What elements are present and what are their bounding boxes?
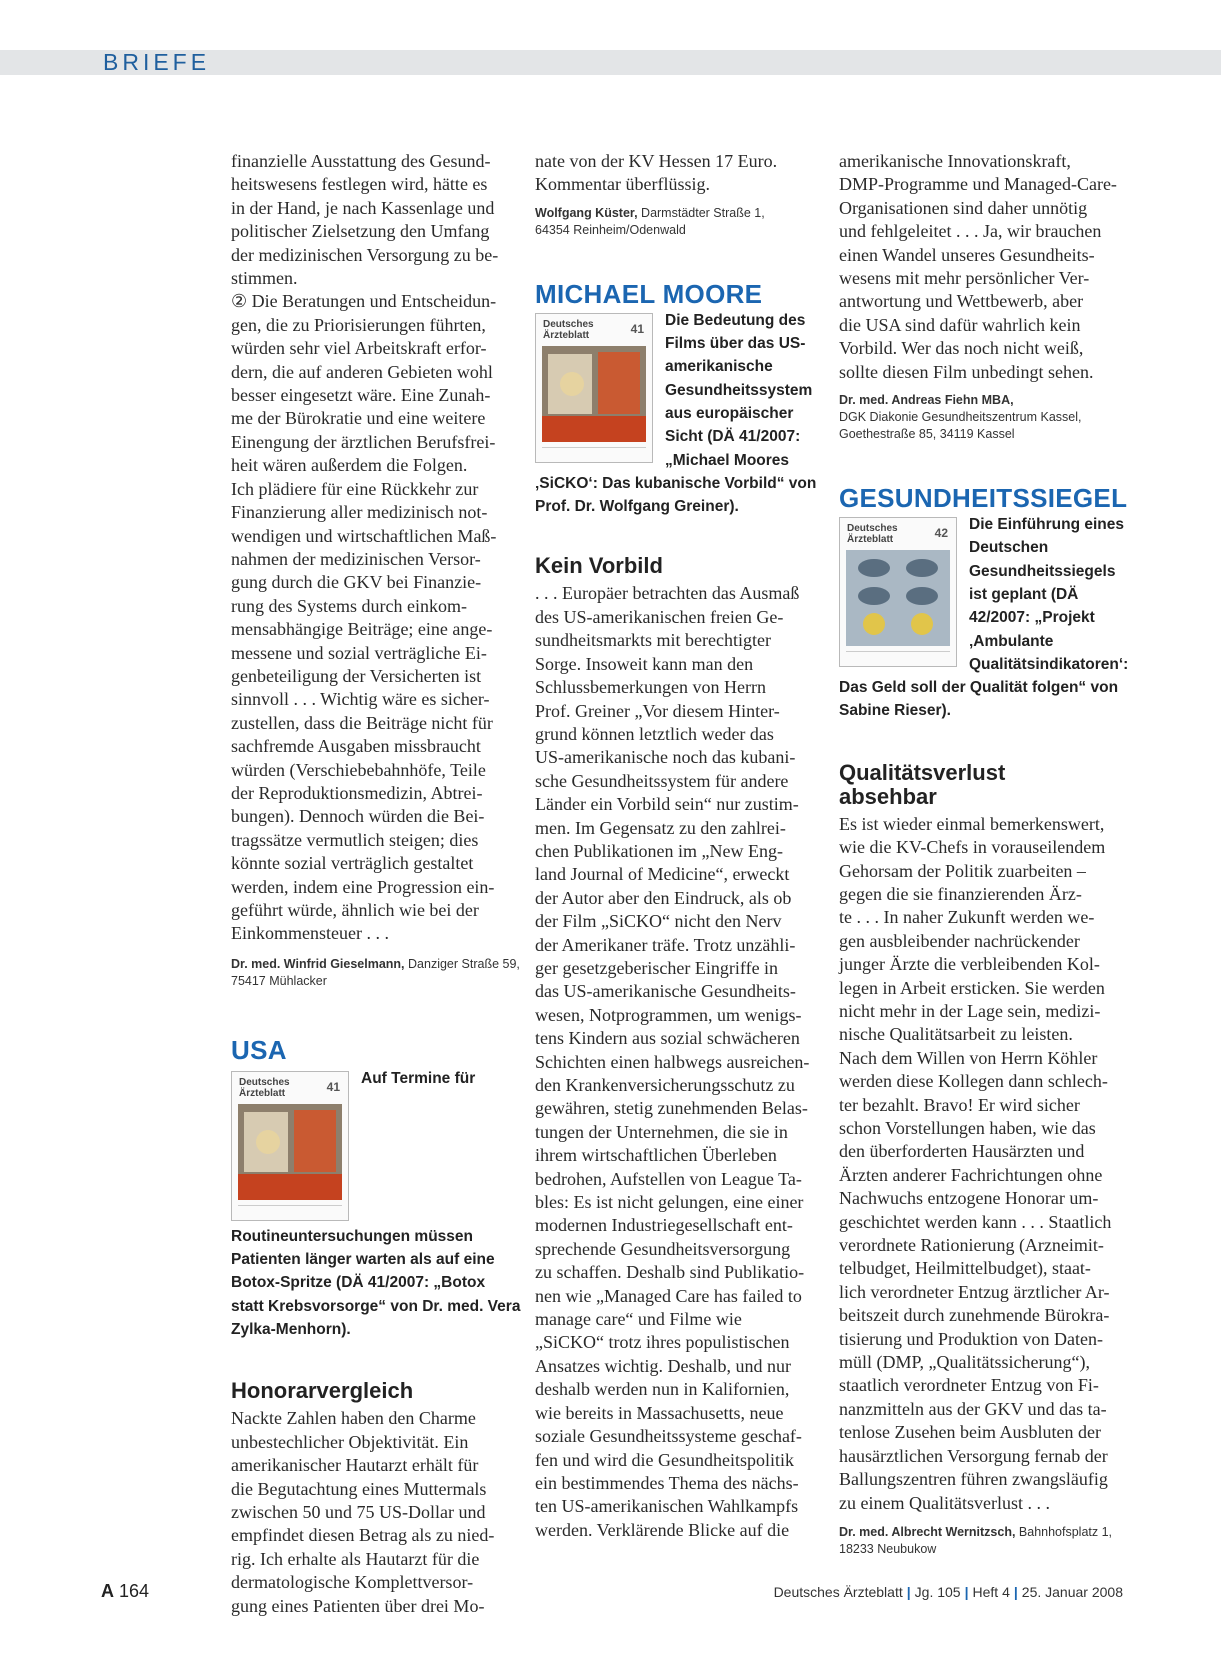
author-address: Danziger Straße 59, 75417 Mühlacker [231, 956, 520, 988]
cover-logo: Deutsches Ärzteblatt [239, 1076, 290, 1099]
teaser-text: Die Bedeutung des Films über das US-amerikanische Gesundheitssystem aus europäischer Sicht (DÄ 41/2007: „Michael Moores ‚SiCKO‘: Das kubanische Vorbild“ von Prof. Dr. Wolfgang Greiner). [535, 311, 817, 516]
rubric-heading: USA [231, 1034, 287, 1065]
cover-illustration [846, 550, 950, 646]
author-address: DGK Diakonie Gesundheitszentrum Kassel, Goethestraße 85, 34119 Kassel [839, 410, 1082, 442]
letter-text: amerikanische Innovationskraft, DMP-Programme und Managed-Care- Organisationen sind daher unnötig und fehlgeleitet . . . Ja, wir brauchen einen Wandel unseres Gesundheits- wesens mit mehr persönlicher Ver- antwortung und Wettbewerb, aber die USA sind dafür wahrlich kein Vorbild. Wer das noch nicht weiß, sollte diesen Film unbedingt sehen. [839, 151, 1117, 382]
column-3 [839, 150, 1129, 1558]
letter-signature [231, 956, 521, 990]
author-address: Bahnhofsplatz 1, 18233 Neubukow [839, 1524, 1113, 1556]
cover-footer [542, 447, 646, 456]
author-name: Dr. med. Andreas Fiehn MBA, [839, 393, 1014, 408]
letter-text: nate von der KV Hessen 17 Euro. Kommentar überflüssig. [535, 151, 778, 195]
cover-illustration [542, 346, 646, 442]
teaser-text: Die Einführung eines Deutschen Gesundheitssiegels ist geplant (DÄ 42/2007: „Projekt ‚Ambulante Qualitätsindikatoren‘: Das Geld soll der Qualität folgen“ von Sabine Rieser). [839, 516, 1129, 720]
letter-text: finanzielle Ausstattung des Gesund- heitswesens festlegen wird, hätte es in der Hand, je nach Kassenlage und politischer Zielsetzung den Umfang der medizinischen Versorgung zu be- stimmen. ② Die Beratungen und Entscheidun- gen, die zu Priorisierungen führten, würden sehr viel Arbeitskraft erfor- dern, die auf anderen Gebieten wohl besser eingesetzt wäre. Eine Zunah- me der Bürokratie und eine weitere Einengung der ärztlichen Berufsfrei- heit wären außerdem die Folgen. Ich plädiere für eine Rückkehr zur Finanzierung aller medizinisch not- wendigen und wirtschaftlichen Maß- nahmen der medizinischen Versor- gung durch die GKV bei Finanzie- rung des Systems durch einkom- mensabhängige Beiträge; eine ange- messene und sozial verträgliche Ei- genbeteiligung der Versicherten ist sinnvoll . . . Wichtig wäre es sicher- zustellen, dass die Beiträge nicht für sachfremde Ausgaben missbraucht würden (Verschiebebahnhöfe, Teile der Reproduktionsmedizin, Abtrei- bungen). Dennoch würden die Bei- tragssätze vermutlich steigen; dies könnte sozial verträglich gestaltet werden, indem eine Progression ein- geführt würde, ähnlich wie bei der Einkommensteuer . . . [231, 151, 499, 944]
separator: | [1013, 1584, 1018, 1600]
magazine-cover-thumbnail [839, 517, 957, 667]
teaser-block [839, 513, 1129, 723]
cover-issue-number: 41 [326, 1079, 340, 1094]
letter-headline: Qualitätsverlust absehbar [839, 759, 1006, 809]
letter-signature [839, 1524, 1129, 1558]
column-2 [535, 150, 825, 1542]
teaser-block [535, 309, 825, 519]
volume: Jg. 105 [914, 1584, 961, 1600]
author-name: Wolfgang Küster, [535, 205, 638, 220]
cover-issue-number: 41 [630, 321, 644, 336]
magazine-cover-thumbnail [231, 1071, 349, 1221]
author-name: Dr. med. Winfrid Gieselmann, [231, 956, 405, 971]
cover-logo: Deutsches Ärzteblatt [847, 523, 898, 546]
letter-signature [839, 392, 1129, 443]
page-prefix: A [101, 1581, 114, 1601]
teaser-text: Auf Termine für Routineuntersuchungen müssen Patienten länger warten als auf eine Botox-Spritze (DÄ 41/2007: „Botox statt Krebsvorsorge“ von Dr. med. Vera Zylka-Menhorn). [231, 1069, 521, 1338]
cover-footer [846, 651, 950, 660]
letter-text: Es ist wieder einmal bemerkenswert, wie die KV-Chefs in vorauseilendem Gehorsam der Politik zuarbeiten – gegen die sie finanzierenden Ärz- te . . . In naher Zukunft werden we- gen ausbleibender nachrückender junger Ärzte die verbleibenden Kol- legen in Arbeit ersticken. Sie werden nicht mehr in der Lage sein, medizi- nische Qualitätsarbeit zu leisten. Nach dem Willen von Herrn Köhler werden diese Kollegen dann schlech- ter bezahlt. Bravo! Er wird sicher schon Vorstellungen haben, wie das den überforderten Hausärzten und Ärzten anderer Fachrichtungen ohne Nachwuchs entzogene Honorar um- geschichtet werden kann . . . Staatlich verordnete Rationierung (Arzneimit- telbudget, Heilmittelbudget), staat- lich verordneter Entzug ärztlicher Ar- beitszeit durch zunehmende Bürokra- tisierung und Produktion von Daten- müll (DMP, „Qualitätssicherung“), staatlich verordneter Entzug von Fi- nanzmitteln aus der GKV und das ta- tenlose Zusehen beim Ausbluten der hausärztlichen Versorgung fernab der Ballungszentren führen zwangsläufig zu einem Qualitätsverlust . . . [839, 813, 1112, 1513]
author-name: Dr. med. Albrecht Wernitzsch, [839, 1524, 1016, 1539]
cover-footer [238, 1205, 342, 1214]
issue: Heft 4 [972, 1584, 1010, 1600]
cover-issue-number: 42 [934, 526, 948, 541]
separator: | [964, 1584, 969, 1600]
magazine-cover-thumbnail [535, 313, 653, 463]
letter-headline: Kein Vorbild [535, 553, 663, 579]
cover-illustration [238, 1104, 342, 1200]
column-1 [231, 150, 521, 1618]
separator: | [906, 1584, 911, 1600]
author-address: Darmstädter Straße 1, 64354 Reinheim/Odenwald [535, 205, 765, 237]
letter-signature [535, 205, 825, 239]
issue-date: 25. Januar 2008 [1021, 1584, 1123, 1600]
rubric-heading: MICHAEL MOORE [535, 278, 763, 309]
journal-footer [774, 1584, 1123, 1600]
page-num: 164 [119, 1581, 150, 1601]
journal-name: Deutsches Ärzteblatt [773, 1584, 903, 1600]
section-title: BRIEFE [103, 49, 211, 75]
letter-text: . . . Europäer betrachten das Ausmaß des US-amerikanischen freien Ge- sundheitsmarkts mit berechtigter Sorge. Insoweit kann man den Schlussbemerkungen von Herrn Prof. Greiner „Vor diesem Hinter- grund können letztlich weder das US-amerikanische noch das kubani- sche Gesundheitssystem für andere Länder ein Vorbild sein“ nur zustim- men. Im Gegensatz zu den zahlrei- chen Publikationen im „New Eng- land Journal of Medicine“, erweckt der Autor aber den Eindruck, als ob der Film „SiCKO“ nicht den Nerv der Amerikaner träfe. Trotz unzähli- ger gesetzgeberischer Eingriffe in das US-amerikanische Gesundheits- wesen, Notprogrammen, um wenigs- tens Kindern aus sozial schwächeren Schichten einen halbwegs ausreichen- den Krankenversicherungsschutz zu gewähren, stetig zunehmenden Belas- tungen der Unternehmen, die sie in ihrem wirtschaftlichen Überleben bedrohen, Aufstellen von League Ta- bles: Es ist nicht gelungen, eine einer modernen Industriegesellschaft ent- sprechende Gesundheitsversorgung zu schaffen. Deshalb sind Publikatio- nen wie „Managed Care has failed to manage care“ und Filme wie „SiCKO“ trotz ihres populistischen Ansatzes wichtig. Deshalb, und nur deshalb werden nun in Kalifornien, wie bereits in Massachusetts, neue soziale Gesundheitssysteme geschaf- fen und wird die Gesundheitspolitik ein bestimmendes Thema des nächs- ten US-amerikanischen Wahlkampfs werden. Verklärende Blicke auf die [535, 583, 810, 1540]
teaser-block [231, 1067, 521, 1341]
letter-headline: Honorarvergleich [231, 1378, 414, 1404]
letter-text: Nackte Zahlen haben den Charme unbestechlicher Objektivität. Ein amerikanischer Hautarzt erhält für die Begutachtung eines Muttermals zwischen 50 und 75 US-Dollar und empfindet diesen Betrag als zu nied- rig. Ich erhalte als Hautarzt für die dermatologische Komplettversor- gung eines Patienten über drei Mo- [231, 1408, 495, 1616]
rubric-heading: GESUNDHEITSSIEGEL [839, 483, 1128, 514]
cover-logo: Deutsches Ärzteblatt [543, 318, 594, 341]
page-number [101, 1581, 149, 1602]
